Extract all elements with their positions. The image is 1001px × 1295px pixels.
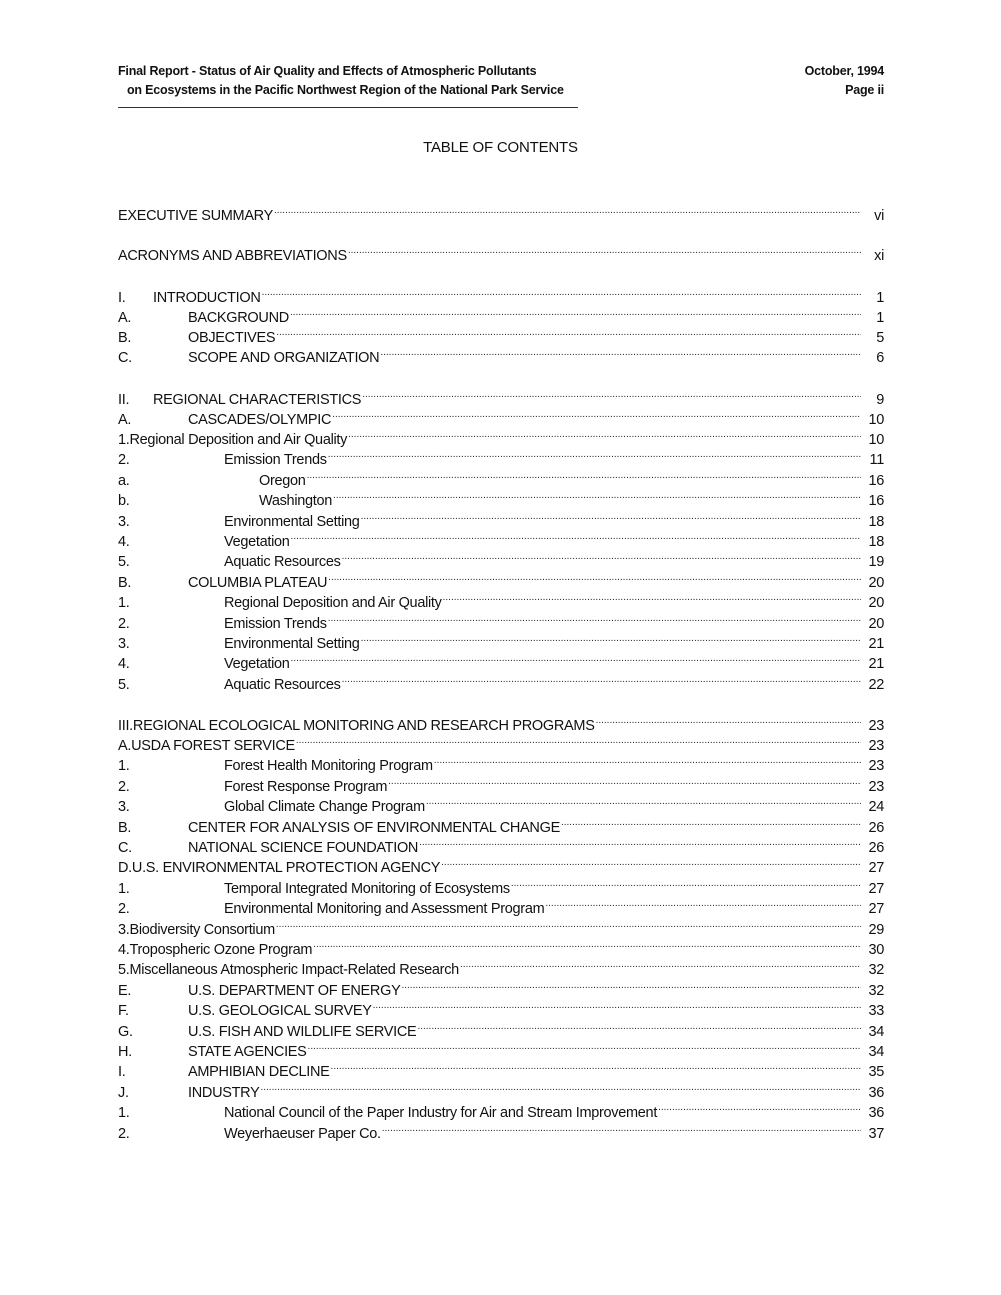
toc-leader-dots [545, 893, 861, 913]
toc-entry-label: Tropospheric Ozone Program [129, 942, 313, 958]
toc-entry-page: 33 [868, 1003, 884, 1019]
header-divider [118, 107, 578, 108]
toc-leader-dots [658, 1097, 861, 1117]
toc-leader-dots [328, 567, 861, 587]
toc-entry-page: 10 [868, 412, 884, 428]
toc-entry [118, 1056, 884, 1080]
toc-entry-label: INDUSTRY [188, 1085, 260, 1101]
toc-entry-page: 23 [868, 758, 884, 774]
toc-leader-dots [260, 1077, 861, 1097]
toc-entry-number: II. [118, 392, 130, 408]
toc-entry-page: 6 [876, 350, 884, 366]
toc-entry [118, 975, 884, 999]
toc-entry [118, 608, 884, 632]
toc-entry-label: CASCADES/OLYMPIC [188, 412, 332, 428]
toc-entry-label: NATIONAL SCIENCE FOUNDATION [188, 840, 419, 856]
toc-entry-label: Regional Deposition and Air Quality [129, 432, 348, 448]
toc-entry-label: COLUMBIA PLATEAU [188, 575, 328, 591]
toc-leader-dots [419, 832, 861, 852]
toc-entry-number: G. [118, 1024, 133, 1040]
toc-leader-dots [342, 669, 861, 689]
toc-entry-page: 37 [868, 1126, 884, 1142]
toc-entry-page: 19 [868, 554, 884, 570]
toc-entry-number: B. [118, 575, 132, 591]
report-date: October, 1994 [804, 64, 884, 78]
toc-entry-number: F. [118, 1003, 129, 1019]
toc-leader-dots [332, 404, 861, 424]
toc-entry-number: 3. [118, 636, 130, 652]
toc-entry-page: 20 [868, 595, 884, 611]
toc-entry-page: 23 [868, 718, 884, 734]
header-row-1 [118, 62, 884, 81]
toc-leader-dots [291, 648, 861, 668]
toc-entry [118, 424, 884, 448]
toc-entry-number: A. [118, 310, 132, 326]
toc-entry [118, 954, 884, 978]
toc-entry-number: B. [118, 820, 132, 836]
toc-entry-number: III. [118, 718, 133, 734]
toc-entry-label: Biodiversity Consortium [129, 922, 275, 938]
toc-leader-dots [328, 444, 861, 464]
toc-entry-number: 1. [118, 758, 130, 774]
toc-entry-label: Aquatic Resources [224, 677, 341, 693]
report-title-line-1: Final Report - Status of Air Quality and Effects of Atmospheric Pollutants [118, 64, 537, 78]
toc-entry-label: Environmental Monitoring and Assessment Program [224, 901, 545, 917]
toc-entry-page: xi [874, 248, 884, 264]
toc-entry [118, 322, 884, 346]
toc-entry-page: 23 [868, 779, 884, 795]
toc-entry [118, 710, 884, 734]
toc-entry-label: Forest Health Monitoring Program [224, 758, 433, 774]
toc-entry-number: 5. [118, 962, 130, 978]
toc-entry-number: H. [118, 1044, 132, 1060]
toc-entry-number: 3. [118, 922, 130, 938]
toc-entry [118, 730, 884, 754]
toc-leader-dots [443, 587, 861, 607]
toc-entry-number: 1. [118, 881, 130, 897]
toc-leader-dots [262, 282, 861, 302]
toc-entry [118, 567, 884, 591]
toc-entry [118, 812, 884, 836]
toc-leader-dots [561, 812, 861, 832]
toc-leader-dots [308, 1036, 861, 1056]
toc-leader-dots [596, 710, 861, 730]
toc-entry [118, 873, 884, 897]
toc-leader-dots [373, 995, 861, 1015]
toc-leader-dots [290, 302, 861, 322]
toc-entry [118, 1097, 884, 1121]
toc-entry-label: ACRONYMS AND ABBREVIATIONS [118, 248, 347, 264]
toc-entry-number: A. [118, 738, 132, 754]
toc-entry-number: 2. [118, 452, 130, 468]
toc-leader-dots [380, 342, 861, 362]
toc-entry-page: 18 [868, 514, 884, 530]
toc-entry-number: 3. [118, 514, 130, 530]
toc-entry-label: AMPHIBIAN DECLINE [188, 1064, 330, 1080]
toc-entry [118, 444, 884, 468]
toc-leader-dots [274, 200, 861, 220]
toc-entry-page: 21 [868, 656, 884, 672]
toc-entry-number: J. [118, 1085, 129, 1101]
toc-entry-number: 4. [118, 942, 130, 958]
header-row-2 [118, 81, 884, 100]
toc-entry [118, 628, 884, 652]
toc-entry [118, 1036, 884, 1060]
toc-leader-dots [342, 546, 861, 566]
toc-entry [118, 240, 884, 264]
toc-leader-dots [331, 1056, 861, 1076]
toc-leader-dots [276, 914, 861, 934]
toc-entry-page: 23 [868, 738, 884, 754]
toc-entry-page: vi [874, 208, 884, 224]
toc-entry-page: 30 [868, 942, 884, 958]
toc-entry [118, 404, 884, 428]
toc-entry-number: 2. [118, 1126, 130, 1142]
toc-entry [118, 587, 884, 611]
toc-entry-label: Forest Response Program [224, 779, 388, 795]
toc-entry-number: 1. [118, 1105, 130, 1121]
toc-entry-page: 11 [869, 452, 884, 468]
toc-entry-label: Aquatic Resources [224, 554, 341, 570]
toc-entry-label: Environmental Setting [224, 514, 360, 530]
toc-entry [118, 852, 884, 876]
toc-entry-page: 5 [876, 330, 884, 346]
toc-entry-page: 27 [868, 881, 884, 897]
toc-entry-label: Vegetation [224, 656, 290, 672]
toc-entry-label: Environmental Setting [224, 636, 360, 652]
toc-entry-label: REGIONAL ECOLOGICAL MONITORING AND RESEARCH PROGRAMS [132, 718, 595, 734]
toc-entry [118, 1016, 884, 1040]
page-number: Page ii [845, 83, 884, 97]
toc-entry-page: 29 [868, 922, 884, 938]
toc-entry-label: Miscellaneous Atmospheric Impact-Related Research [129, 962, 459, 978]
toc-entry-page: 16 [868, 473, 884, 489]
toc-entry-label: Oregon [259, 473, 306, 489]
toc-leader-dots [417, 1016, 861, 1036]
toc-entry [118, 771, 884, 795]
toc-leader-dots [313, 934, 861, 954]
toc-leader-dots [441, 852, 861, 872]
toc-entry-number: 4. [118, 656, 130, 672]
toc-entry [118, 1118, 884, 1142]
toc-entry-label: EXECUTIVE SUMMARY [118, 208, 273, 224]
toc-entry-label: Vegetation [224, 534, 290, 550]
toc-entry [118, 302, 884, 326]
toc-leader-dots [382, 1118, 861, 1138]
toc-entry-page: 1 [876, 290, 884, 306]
toc-entry [118, 995, 884, 1019]
toc-entry-page: 27 [868, 860, 884, 876]
toc-entry-number: E. [118, 983, 132, 999]
toc-entry-number: 5. [118, 677, 130, 693]
toc-entry [118, 546, 884, 570]
toc-entry-number: 4. [118, 534, 130, 550]
toc-entry-page: 26 [868, 820, 884, 836]
toc-entry-label: SCOPE AND ORGANIZATION [188, 350, 380, 366]
toc-entry-number: b. [118, 493, 130, 509]
toc-entry-number: C. [118, 350, 132, 366]
toc-entry-number: A. [118, 412, 132, 428]
toc-entry-page: 20 [868, 616, 884, 632]
toc-entry-page: 9 [876, 392, 884, 408]
toc-entry-number: 2. [118, 779, 130, 795]
toc-entry-number: 5. [118, 554, 130, 570]
toc-entry-label: U.S. DEPARTMENT OF ENERGY [188, 983, 401, 999]
toc-entry-label: Emission Trends [224, 452, 327, 468]
toc-leader-dots [291, 526, 861, 546]
toc-entry-label: Emission Trends [224, 616, 327, 632]
toc-entry [118, 832, 884, 856]
toc-entry-page: 36 [868, 1105, 884, 1121]
toc-leader-dots [348, 424, 861, 444]
toc-entry [118, 384, 884, 408]
toc-leader-dots [307, 465, 861, 485]
toc-entry-label: OBJECTIVES [188, 330, 276, 346]
report-title-line-2: on Ecosystems in the Pacific Northwest Region of the National Park Service [127, 83, 564, 97]
toc-entry-label: Temporal Integrated Monitoring of Ecosystems [224, 881, 510, 897]
toc-leader-dots [328, 608, 861, 628]
toc-entry [118, 791, 884, 815]
toc-entry-page: 34 [868, 1044, 884, 1060]
page-header [118, 62, 884, 100]
toc-entry [118, 934, 884, 958]
toc-entry-page: 36 [868, 1085, 884, 1101]
toc-entry-label: USDA FOREST SERVICE [131, 738, 295, 754]
toc-entry-page: 27 [868, 901, 884, 917]
toc-heading: TABLE OF CONTENTS [423, 139, 578, 156]
toc-leader-dots [333, 485, 861, 505]
toc-entry-page: 34 [868, 1024, 884, 1040]
toc-leader-dots [348, 240, 861, 260]
toc-entry [118, 648, 884, 672]
toc-entry-page: 26 [868, 840, 884, 856]
toc-entry-number: 2. [118, 616, 130, 632]
toc-entry [118, 282, 884, 306]
toc-entry [118, 914, 884, 938]
toc-entry-label: U.S. GEOLOGICAL SURVEY [188, 1003, 372, 1019]
toc-entry-page: 16 [868, 493, 884, 509]
toc-entry [118, 1077, 884, 1101]
toc-entry [118, 485, 884, 509]
toc-leader-dots [362, 384, 861, 404]
toc-entry [118, 669, 884, 693]
toc-entry-label: INTRODUCTION [153, 290, 261, 306]
toc-entry [118, 465, 884, 489]
toc-entry-label: Washington [259, 493, 333, 509]
toc-entry-label: Weyerhaeuser Paper Co. [224, 1126, 381, 1142]
toc-entry-label: CENTER FOR ANALYSIS OF ENVIRONMENTAL CHANGE [188, 820, 560, 836]
toc-entry-page: 21 [868, 636, 884, 652]
toc-entry [118, 342, 884, 366]
toc-leader-dots [460, 954, 861, 974]
toc-leader-dots [361, 506, 861, 526]
toc-entry-label: U.S. ENVIRONMENTAL PROTECTION AGENCY [131, 860, 441, 876]
toc-entry-number: 2. [118, 901, 130, 917]
toc-entry-number: D. [118, 860, 132, 876]
toc-entry-number: B. [118, 330, 132, 346]
toc-entry-page: 20 [868, 575, 884, 591]
toc-entry-number: 3. [118, 799, 130, 815]
toc-entry-label: STATE AGENCIES [188, 1044, 307, 1060]
toc-leader-dots [361, 628, 861, 648]
toc-entry-label: Regional Deposition and Air Quality [224, 595, 442, 611]
toc-entry-page: 24 [868, 799, 884, 815]
toc-entry-label: U.S. FISH AND WILDLIFE SERVICE [188, 1024, 417, 1040]
toc-leader-dots [296, 730, 861, 750]
toc-entry [118, 200, 884, 224]
toc-entry [118, 893, 884, 917]
toc-leader-dots [434, 750, 861, 770]
toc-entry-page: 1 [876, 310, 884, 326]
toc-entry-label: REGIONAL CHARACTERISTICS [153, 392, 362, 408]
toc-entry-number: 1. [118, 432, 130, 448]
toc-entry-page: 32 [868, 962, 884, 978]
toc-leader-dots [426, 791, 861, 811]
toc-entry-page: 32 [868, 983, 884, 999]
toc-entry-number: I. [118, 290, 126, 306]
toc-entry-label: BACKGROUND [188, 310, 289, 326]
toc-leader-dots [276, 322, 861, 342]
toc-leader-dots [388, 771, 861, 791]
toc-entry [118, 526, 884, 550]
toc-entry-label: National Council of the Paper Industry for Air and Stream Improvement [224, 1105, 658, 1121]
toc-leader-dots [401, 975, 861, 995]
toc-entry-number: I. [118, 1064, 126, 1080]
toc-entry [118, 506, 884, 530]
toc-leader-dots [511, 873, 861, 893]
toc-entry-label: Global Climate Change Program [224, 799, 425, 815]
toc-entry-page: 35 [868, 1064, 884, 1080]
toc-entry-number: 1. [118, 595, 130, 611]
toc-entry-number: C. [118, 840, 132, 856]
toc-entry-number: a. [118, 473, 130, 489]
toc-entry-page: 22 [868, 677, 884, 693]
toc-entry [118, 750, 884, 774]
toc-entry-page: 18 [868, 534, 884, 550]
toc-entry-page: 10 [868, 432, 884, 448]
